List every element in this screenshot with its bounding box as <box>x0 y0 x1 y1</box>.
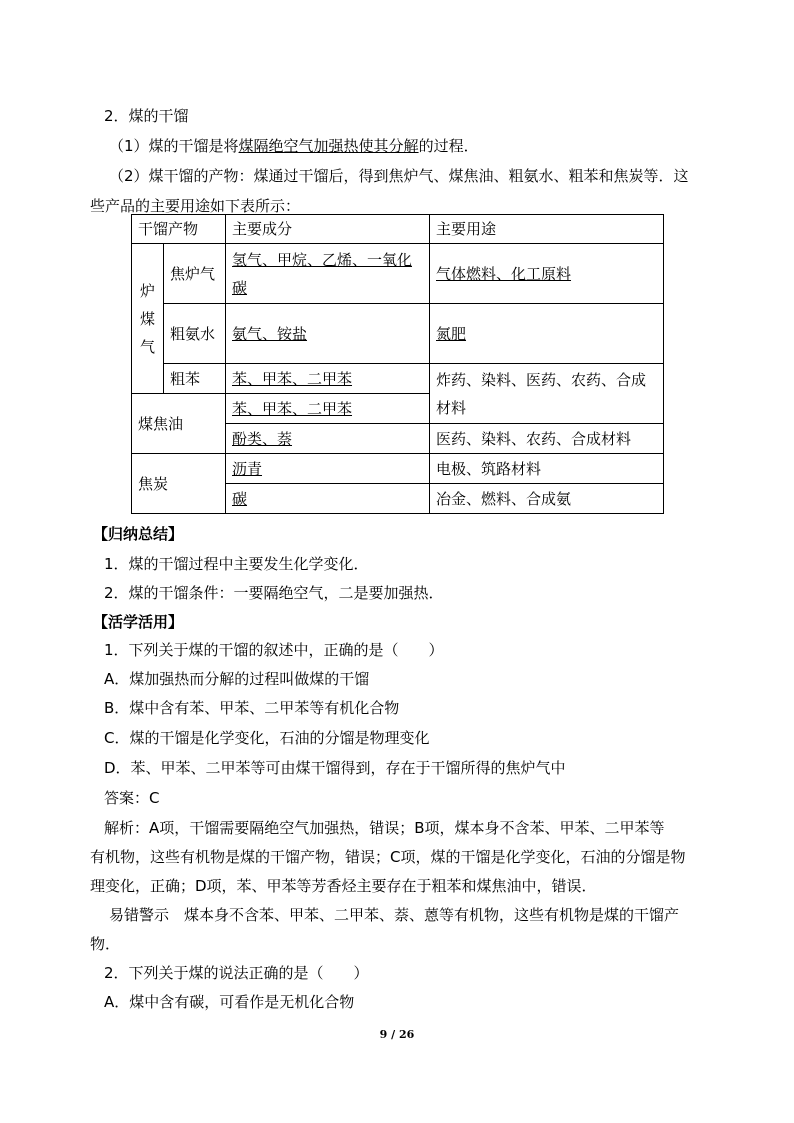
question-1-option-d: D．苯、甲苯、二甲苯等可由煤干馏得到，存在于干馏所得的焦炉气中 <box>104 759 566 777</box>
table-header-composition: 主要成分 <box>226 215 430 244</box>
cell-crude-ammonia-usage: 氮肥 <box>436 324 467 343</box>
cell-coal-tar-composition-2: 酚类、萘 <box>232 429 293 448</box>
cell-crude-benzene-composition: 苯、甲苯、二甲苯 <box>232 369 353 388</box>
group-coke-oven-gas: 炉煤气 <box>132 244 164 394</box>
cell-coke-usage-1: 电极、筑路材料 <box>430 454 664 484</box>
definition-underlined: 煤隔绝空气加强热使其分解 <box>238 137 419 155</box>
cell-crude-ammonia-composition: 氨气、铵盐 <box>232 324 308 343</box>
explanation-line-1: 解析：A项，干馏需要隔绝空气加强热，错误；B项，煤本身不含苯、甲苯、二甲苯等 <box>104 819 665 837</box>
paragraph-definition <box>109 136 479 156</box>
paragraph-products-line2: 些产品的主要用途如下表所示： <box>90 197 301 215</box>
cell-coke-oven-gas: 焦炉气 <box>164 244 226 304</box>
summary-item-2: 2．煤的干馏条件：一要隔绝空气，二是要加强热． <box>104 584 444 602</box>
cell-coke: 焦炭 <box>132 454 226 514</box>
warning-line-2: 物． <box>90 935 121 953</box>
cell-coke-composition-2: 碳 <box>232 489 248 508</box>
question-1: 1．下列关于煤的干馏的叙述中，正确的是（ ） <box>104 641 444 659</box>
warning-line-1: 易错警示 煤本身不含苯、甲苯、二甲苯、萘、蒽等有机物，这些有机物是煤的干馏产 <box>109 906 680 924</box>
cell-coke-usage-2: 冶金、燃料、合成氨 <box>430 484 664 514</box>
explanation-line-3: 理变化，正确；D项，苯、甲苯等芳香烃主要存在于粗苯和煤焦油中，错误． <box>90 877 597 895</box>
cell-coke-oven-gas-composition: 氢气、甲烷、乙烯、一氧化碳 <box>232 250 413 297</box>
cell-coal-tar-composition-1: 苯、甲苯、二甲苯 <box>232 399 353 418</box>
cell-coal-tar-usage: 医药、染料、农药、合成材料 <box>430 424 664 454</box>
paragraph-products-line1: （2）煤干馏的产物：煤通过干馏后，得到焦炉气、煤焦油、粗氨水、粗苯和焦炭等．这 <box>109 167 689 185</box>
definition-suffix: 的过程． <box>418 137 479 155</box>
question-1-option-a: A．煤加强热而分解的过程叫做煤的干馏 <box>104 670 370 688</box>
question-2: 2．下列关于煤的说法正确的是（ ） <box>104 964 369 982</box>
answer: 答案：C <box>104 789 160 807</box>
summary-item-1: 1．煤的干馏过程中主要发生化学变化． <box>104 555 369 573</box>
section-heading: 2．煤的干馏 <box>104 107 189 125</box>
table-header-usage: 主要用途 <box>430 215 664 244</box>
cell-coke-oven-gas-usage: 气体燃料、化工原料 <box>436 264 572 283</box>
cell-coke-composition-1: 沥青 <box>232 459 263 478</box>
summary-title: 【归纳总结】 <box>93 525 184 543</box>
definition-prefix: （1）煤的干馏是将 <box>109 137 239 155</box>
explanation-line-2: 有机物，这些有机物是煤的干馏产物，错误；C项，煤的干馏是化学变化，石油的分馏是物 <box>90 848 686 866</box>
products-table <box>131 214 664 514</box>
cell-crude-ammonia: 粗氨水 <box>164 304 226 364</box>
table-header-product: 干馏产物 <box>132 215 226 244</box>
question-2-option-a: A．煤中含有碳，可看作是无机化合物 <box>104 993 355 1011</box>
cell-crude-benzene-usage: 炸药、染料、医药、农药、合成材料 <box>430 364 664 424</box>
page-number: 9 / 26 <box>379 1028 415 1041</box>
cell-coal-tar: 煤焦油 <box>132 394 226 454</box>
practice-title: 【活学活用】 <box>93 613 184 631</box>
cell-crude-benzene: 粗苯 <box>164 364 226 394</box>
question-1-option-b: B．煤中含有苯、甲苯、二甲苯等有机化合物 <box>104 699 400 717</box>
question-1-option-c: C．煤的干馏是化学变化，石油的分馏是物理变化 <box>104 729 430 747</box>
